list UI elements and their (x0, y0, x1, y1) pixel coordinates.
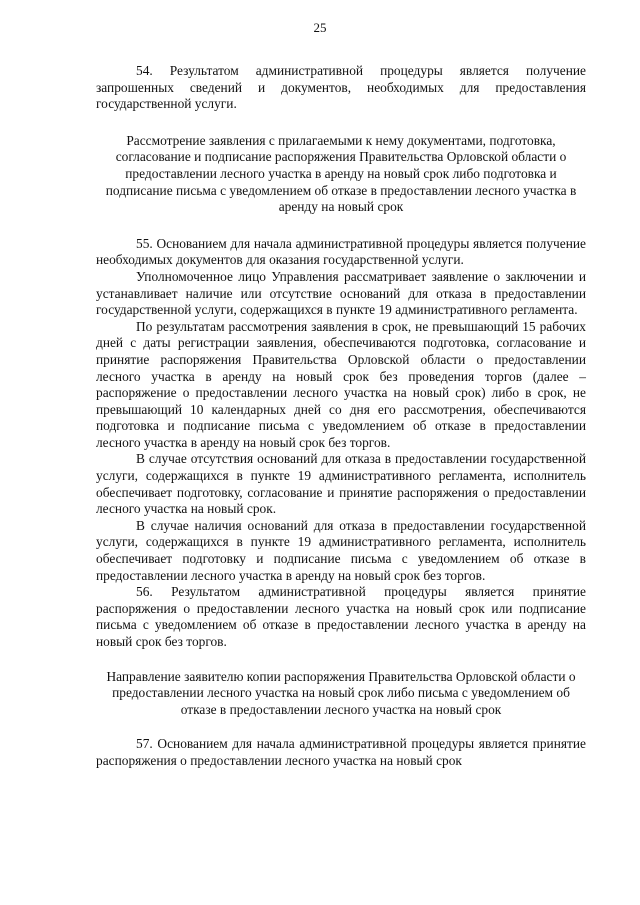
document-body (96, 63, 586, 770)
paragraph-55: 55. Основанием для начала административной процедуры является получение необходимых документов для оказания государственной услуги. (96, 235, 586, 268)
paragraph-57: 57. Основанием для начала административной процедуры является принятие распоряжения о предоставлении лесного участка на новый срок (96, 736, 586, 768)
paragraph-55-authorized-person: Уполномоченное лицо Управления рассматривает заявление о заключении и устанавливает наличие или отсутствие оснований для отказа в предоставлении государственной услуги, содержащихся в пункте 19 административного регламента. (96, 268, 586, 318)
paragraph-54: 54. Результатом административной процедуры является получение запрошенных сведений и документов, необходимых для предоставления государственной услуги. (96, 63, 586, 112)
page-number: 25 (313, 20, 327, 35)
paragraph-56: 56. Результатом административной процедуры является принятие распоряжения о предоставлении лесного участка на новый срок или подписание письма с уведомлением об отказе в предоставлении лесного участка в аренду на новый срок без торгов. (96, 584, 586, 649)
section-heading-review: Рассмотрение заявления с прилагаемыми к нему документами, подготовка, согласование и подписание распоряжения Правительства Орловской области о предоставлении лесного участка в аренду на новый срок либо подготовка и подписание письма с уведомлением об отказе в предоставлении лесного участка в аренду на новый срок (105, 132, 577, 215)
paragraph-55-grounds-present: В случае наличия оснований для отказа в предоставлении государственной услуги, содержащихся в пункте 19 административного регламента, исполнитель обеспечивает подготовку и подписание письма с уведомлением об отказе в предоставлении лесного участка в аренду на новый срок без торгов. (96, 517, 586, 583)
section-heading-sending-copy: Направление заявителю копии распоряжения Правительства Орловской области о предоставлении лесного участка на новый срок либо письма с уведомлением об отказе в предоставлении лесного участка на новый срок (106, 668, 576, 717)
paragraph-55-review-results: По результатам рассмотрения заявления в срок, не превышающий 15 рабочих дней с даты регистрации заявления, обеспечиваются подготовка, согласование и принятие распоряжения Правительства Орловской области о предоставлении лесного участка в аренду на новый срок без проведения торгов (далее – распоряжение о предоставлении лесного участка на новый срок) либо в срок, не превышающий 10 календарных дней со дня его рассмотрения, обеспечиваются подготовка и подписание письма с уведомлением об отказе в предоставлении лесного участка в аренду на новый срок без торгов. (96, 318, 586, 450)
paragraph-55-no-grounds: В случае отсутствия оснований для отказа в предоставлении государственной услуги, содержащихся в пункте 19 административного регламента, исполнитель обеспечивает подготовку, согласование и принятие распоряжения о предоставлении лесного участка на новый срок. (96, 451, 586, 517)
